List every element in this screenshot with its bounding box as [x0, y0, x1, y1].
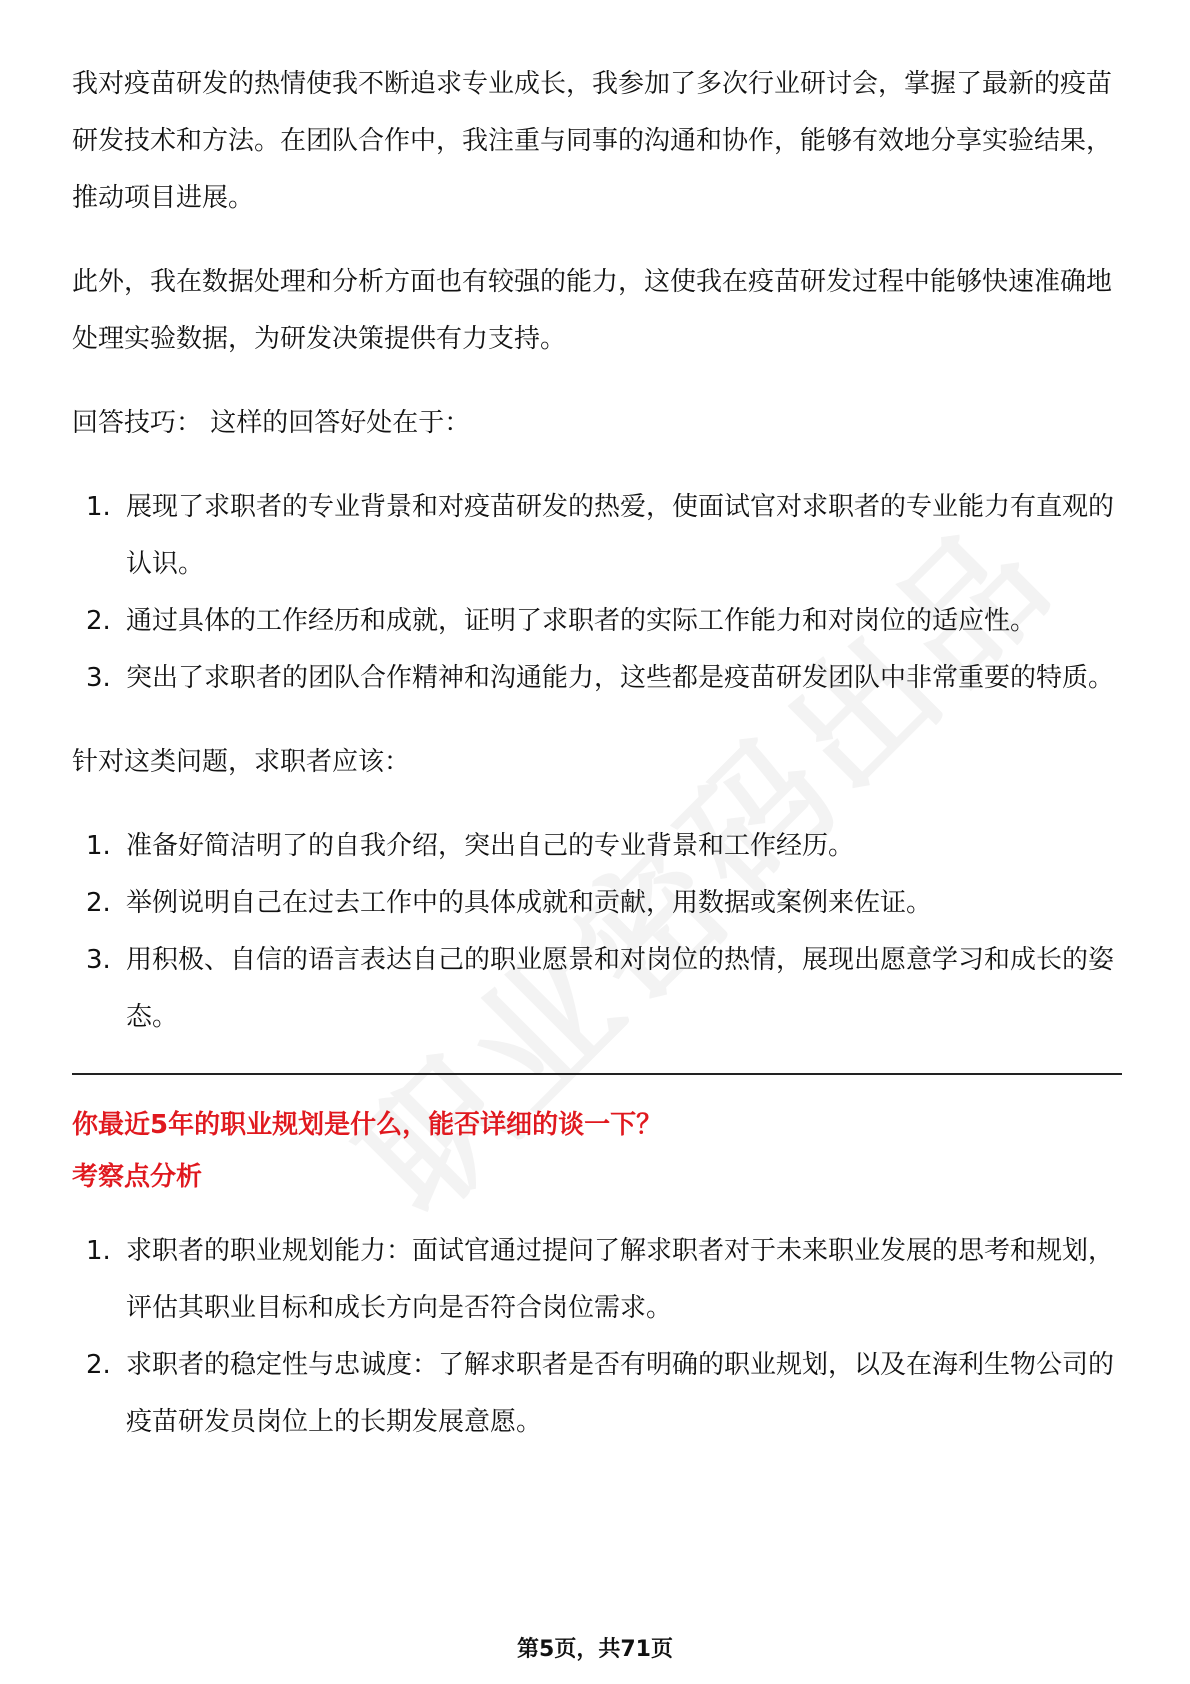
list-item-text: 用积极、自信的语言表达自己的职业愿景和对岗位的热情，展现出愿意学习和成长的姿态。: [126, 945, 1115, 1032]
tips-list: [72, 479, 1122, 707]
advice-intro: 针对这类问题，求职者应该：: [72, 747, 411, 777]
list-item: [72, 818, 1122, 875]
list-number: 2.: [86, 888, 111, 918]
document-content: [72, 56, 1122, 1478]
paragraph-data-skills: 此外，我在数据处理和分析方面也有较强的能力，这使我在疫苗研发过程中能够快速准确地处理实验数据，为研发决策提供有力支持。: [72, 267, 1113, 354]
list-item-text: 通过具体的工作经历和成就，证明了求职者的实际工作能力和对岗位的适应性。: [126, 606, 1037, 636]
list-number: 3.: [86, 663, 111, 693]
list-item: [72, 650, 1122, 707]
list-item: [72, 1223, 1122, 1337]
list-item-text: 准备好简洁明了的自我介绍，突出自己的专业背景和工作经历。: [126, 831, 855, 861]
tips-intro: 回答技巧： 这样的回答好处在于：: [72, 408, 471, 438]
page-number: 第5页，共71页: [517, 1637, 673, 1662]
list-item: [72, 875, 1122, 932]
list-number: 2.: [86, 1350, 111, 1380]
list-item: [72, 932, 1122, 1046]
list-item: [72, 593, 1122, 650]
list-item-text: 展现了求职者的专业背景和对疫苗研发的热爱，使面试官对求职者的专业能力有直观的认识。: [126, 492, 1115, 579]
section-divider: [72, 1073, 1122, 1075]
paragraph-passion: 我对疫苗研发的热情使我不断追求专业成长，我参加了多次行业研讨会，掌握了最新的疫苗研发技术和方法。在团队合作中，我注重与同事的沟通和协作，能够有效地分享实验结果，推动项目进展。: [72, 69, 1113, 213]
list-item-text: 求职者的稳定性与忠诚度：了解求职者是否有明确的职业规划，以及在海利生物公司的疫苗研发员岗位上的长期发展意愿。: [126, 1350, 1115, 1437]
list-number: 2.: [86, 606, 111, 636]
analysis-list: [72, 1223, 1122, 1451]
analysis-heading: 考察点分析: [72, 1162, 203, 1192]
list-number: 3.: [86, 945, 111, 975]
list-item: [72, 479, 1122, 593]
list-item-text: 突出了求职者的团队合作精神和沟通能力，这些都是疫苗研发团队中非常重要的特质。: [126, 663, 1115, 693]
list-number: 1.: [86, 831, 111, 861]
advice-list: [72, 818, 1122, 1046]
list-number: 1.: [86, 1236, 111, 1266]
list-item-text: 举例说明自己在过去工作中的具体成就和贡献，用数据或案例来佐证。: [126, 888, 933, 918]
list-item: [72, 1337, 1122, 1451]
list-item-text: 求职者的职业规划能力：面试官通过提问了解求职者对于未来职业发展的思考和规划，评估其职业目标和成长方向是否符合岗位需求。: [126, 1236, 1115, 1323]
question-title: 你最近5年的职业规划是什么，能否详细的谈一下？: [72, 1110, 663, 1140]
list-number: 1.: [86, 492, 111, 522]
